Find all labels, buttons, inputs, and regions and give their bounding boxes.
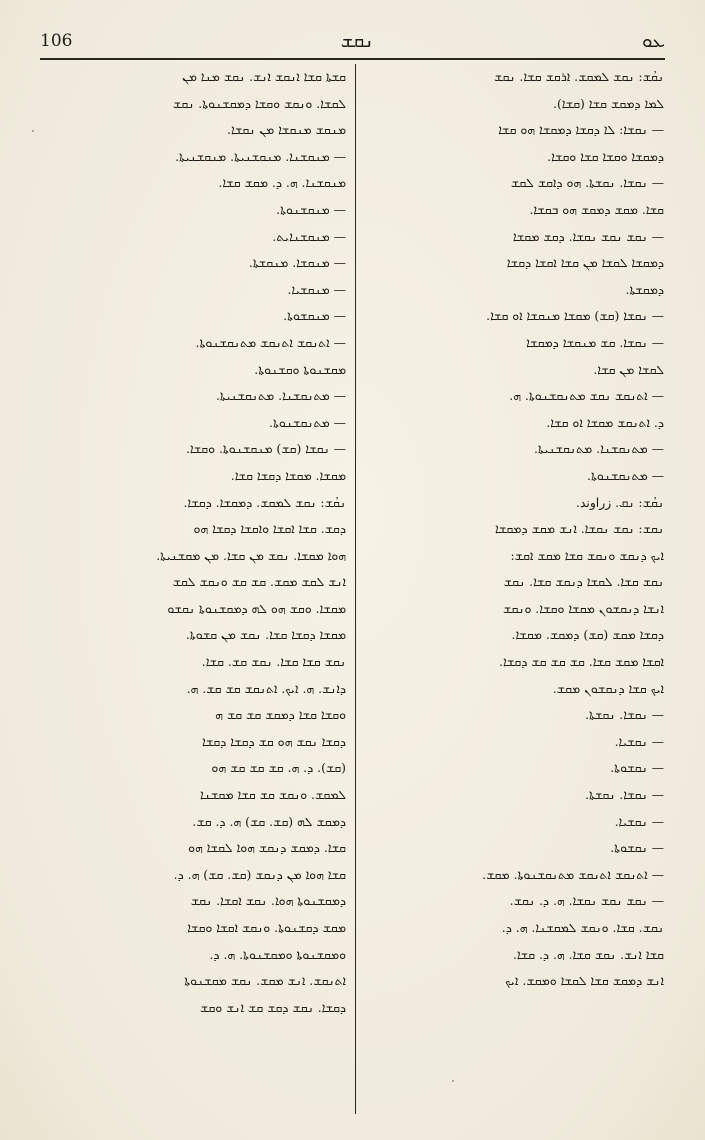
entry-line: ܐܝܟ ܕܢܩܫ ܘܢܩܫ ܩܫܐ ܡܩܫ ܐܩܫ: [510,547,664,563]
entry-line: ܢܩܫ. ܩܫܐ. ܘܢܩܫ ܠܡܩܫܢܐ. ܗ. ܕ. [501,920,664,935]
page-number: 106 [40,31,73,51]
entry-line: ܢܩܳܫ: ܢܩܫ ܠܡܩܫ. ܕܡܩܫܐ. ܕܩܫܐ. [183,494,346,510]
entry-line: ܠܡܩܫ. ܘܢܩܫ ܩܫ ܩܫܐ ܡܩܫܢܐ [200,787,346,803]
entry-line: ܢܩܫ: ܢܩܫ ܢܩܫܐ. ܐܢܫ ܡܩܫ ܕܡܩܫܐ [494,521,664,537]
entry-line: — ܐܬܢܩܫ ܐܬܢܩܫ ܡܬܢܩܫܢܘܬܐ. ܡܩܫ. [482,866,664,882]
entry-line: ܩܫܐ ܗܘܐ ܡܢ ܕܢܩܫ (ܩܫ. ܩܫ) ܗ. ܕ. [173,866,346,882]
entry-line: ܕܩܫܐ ܡܩܫ (ܩܫ) ܕܡܩܫ. ܡܩܫܐ. [511,627,664,643]
entry-line: ܕܩܫܐ ܢܩܫ ܗܘ ܩܫ ܕܩܫܐ ܕܩܫܐ [201,733,346,749]
entry-line: — ܢܩܫܐ. ܢܩܫܬܐ. [585,787,664,803]
section-mark: ܥܘ [642,30,665,52]
entry-line: — ܢܩܫܐ. ܢܩܫܬܐ. ܗܘ ܕܐܩܫ ܠܩܫ [510,175,664,191]
entry-line: ܢܩܳܫ: ܢܩܫ ܠܡܩܫ. ܐܪܩܫ ܩܫܐ. ܢܩܫ [494,69,664,84]
entry-line: — ܢܩܫܐ. ܢܩܫܬܐ. [585,707,664,723]
entry-line: — ܡܬܢܩܫܢܐ. ܡܬܢܩܫܢܝܬܐ. [533,441,664,457]
entry-line: ܐܝܟ ܩܫܐ ܕܢܩܫܘܢ ܡܩܫ. [552,680,664,696]
column-separator [355,64,356,1114]
entry-line: ܡܩܫܐ. ܡܩܫܐ ܕܩܫܐ ܩܫܐ. [230,467,346,483]
entry-line: ܢܩܳܫ: ܢܩ. زراوند. [575,494,664,510]
entry-line: — ܢܩܫܝܐ. [614,813,664,829]
entry-line: — ܢܩܫܘܬܐ. [610,760,664,776]
entry-line: ܗܘܐ ܡܩܫܐ. ܢܩܫ ܡܢ ܩܫܐ. ܡܢ ܡܩܫܢܝܬܐ. [156,547,346,563]
entry-line: — ܐܬܢܩܫ ܐܬܢܩܫ ܡܬܢܩܫܢܘܬܐ. [195,334,346,350]
entry-line: ܕܐܢܫ. ܗ. ܐܝܟ. ܐܬܢܩܫ ܩܫ ܩܫ. ܗ. [186,680,346,696]
entry-line: ܩܫܐ ܐܢܫ. ܢܩܫ ܩܫܐ. ܗ. ܕ. ܩܫܐ. [512,946,664,962]
right-column [366,64,664,1114]
entry-line: — ܡܬܢܩܫܢܐ. ܡܬܢܩܫܢܝܬܐ. [215,388,346,404]
entry-line: ܐܬܢܩܫ. ܐܢܫ ܡܩܫ. ܢܩܫ ܡܩܫܢܘܬܐ [184,973,346,989]
entry-line: ܕܡܩܫܐ ܘܩܫܐ ܩܫܐ ܘܩܫܐ. [547,148,664,164]
running-head: ܢܩܫ [340,30,374,52]
entry-line: (ܩܫ). ܕ. ܗ. ܩܫ ܩܫ ܩܫ ܗܘ [211,760,346,776]
page-header [40,28,665,54]
entry-line: — ܡܢܩܫܘܬܐ. [283,308,346,324]
header-rule [40,58,665,60]
entry-line: — ܢܩܫܝܐ. [614,733,664,749]
entry-line: ܠܩܫܐ ܡܢ ܩܫܐ. [593,361,664,377]
entry-line: ܩܫܬܐ ܩܫܐ ܐܢܩܫ ܐܢܫ. ܢܩܫ ܡܢܐ ܡܢ [182,69,346,84]
entry-line: — ܡܢܩܫܢܘܬܐ. [276,201,346,217]
entry-line: ܕܡܩܫܢܘܬܐ ܗܘܐ. ܢܩܫ ܐܩܫܐ. ܢܩܫ [190,893,346,909]
entry-line: ܕܡܩܫܐ ܠܩܫܐ ܡܢ ܩܫܐ ܐܩܫܐ ܕܩܫܐ [506,255,664,271]
entry-line: ܐܢܫ ܕܡܩܫ ܩܫܐ ܠܩܫܐ ܘܡܩܫ. ܐܝܟ [505,973,664,989]
entry-line: ܡܩܫܐ. ܘܩܫ ܗܘ ܠܗ ܕܡܩܫܢܘܬܐ ܢܩܫܘ [167,600,346,616]
paper-speck [32,130,34,132]
entry-line: ܡܩܫܐ ܕܩܫܐ ܩܫܐ. ܢܩܫ ܡܢ ܩܫܘܬܐ. [185,627,346,643]
entry-line: ܕܩܫܐ. ܢܩܫ ܕܩܫ ܩܫ ܐܢܫ ܘܩܫ [200,999,346,1015]
entry-line: ܐܩܫܐ ܡܩܫ ܩܫܐ. ܩܫ ܩܫ ܩܫ ܕܩܫܐ. [499,654,664,670]
entry-line: — ܢܩܫܐ. ܩܫ ܡܢܩܫܐ ܕܡܩܫܐ [526,334,664,350]
entry-line: — ܡܢܩܫܢܐܝܬ. [272,228,346,244]
entry-line: ܕ. ܐܬܢܩܫ ܡܩܫܐ ܐܘ ܩܫܐ. [546,414,664,430]
entry-line: — ܡܢܩܫܐ. ܡܢܩܫܬܐ. [248,255,346,271]
entry-line: ܕܡܩܫܬܐ. [625,281,664,297]
entry-line: — ܢܩܫܐ (ܩܫ) ܡܩܫܐ ܡܢܩܫܐ ܐܘ ܩܫܐ. [486,308,664,324]
entry-line: — ܡܢܩܫܝܐ. [287,281,346,297]
entry-line: ܐܢܫܐ ܕܢܩܫܘܢ ܡܩܫܐ ܘܩܫܐ. ܘܢܩܫ [503,600,664,616]
entry-line: ܩܫܐ. ܡܩܫ ܕܡܩܫ ܗܘ ܒܩܫܐ. [529,201,664,217]
entry-line: ܠܩܫܐ. ܘܢܩܫ ܘܩܫܐ ܕܡܩܫܢܘܬܐ. ܢܩܫ [172,95,346,111]
entry-line: ܠܡܐ ܕܡܩܫ ܩܫܐ (ܩܫܐ). [553,95,664,111]
entry-line: ܐܢܫ ܠܩܫ ܡܩܫ. ܩܫ ܩܫ ܘܢܩܫ ܠܩܫ [172,574,346,590]
entry-line: — ܢܩܫܘܬܐ. [610,840,664,856]
entry-line: ܢܩܫ ܩܫܐ ܩܫܐ. ܢܩܫ ܩܫ. ܩܫܐ. [201,654,346,670]
entry-line: ܘܩܫܐ ܩܫܐ ܕܡܩܫ ܩܫ ܩܫ ܗ [215,707,346,723]
entry-line: — ܡܬܢܩܫܢܘܬܐ. [587,467,664,483]
entry-line: ܢܩܫ ܩܫܐ. ܠܩܫܐ ܕܢܩܫ ܩܫܐ. ܢܩܫ [503,574,664,590]
entry-line: — ܢܩܫܐ (ܩܫ) ܡܢܩܫܢܘܬܐ. ܘܩܫܐ. [185,441,346,457]
entry-line: ܕܡܩܫ ܠܗ (ܩܫ. ܩܫ) ܗ. ܕ. ܩܫ. [192,813,346,829]
entry-line: ܕܩܫ. ܩܫܐ ܐܩܫܐ ܘܐܩܫܐ ܕܩܫܐ ܗܘ [193,521,346,537]
left-column [48,64,346,1114]
entry-line: — ܐܬܢܩܫ ܢܩܫ ܡܬܢܩܫܢܘܬܐ. ܗ. [509,388,664,404]
entry-line: ܡܩܫܢܘܬܐ ܘܩܫܢܘܬܐ. [254,361,346,377]
entry-line: ܘܡܩܫܢܘܬܐ ܘܡܩܫܢܘܬܐ. ܗ. ܕ. [209,946,346,962]
entry-line: — ܢܩܫܐ: ܠܐ ܕܩܫܐ ܕܡܩܫܐ ܗܘ ܩܫܐ [498,122,664,138]
entry-line: — ܢܩܫ ܢܩܫ ܢܩܫܐ. ܗ. ܕ. ܢܩܫ. [509,893,664,909]
entry-line: ܩܫܐ. ܕܡܩܫ ܕܢܩܫ ܗܘܐ ܠܩܫܐ ܗܘ [188,840,346,856]
paper-speck [452,1080,454,1082]
entry-line: ܡܢܩܫܢܐ. ܗ. ܕ. ܡܩܫ ܩܫܐ. [218,175,346,191]
entry-line: ܡܩܫ ܕܩܫܢܘܬܐ. ܘܢܩܫ ܐܩܫܐ ܘܩܫܐ [187,920,346,935]
entry-line: — ܡܬܢܩܫܢܘܬܐ. [269,414,346,430]
entry-line: ܡܢܩܫ ܡܢܩܫܐ ܡܢ ܢܩܫܐ. [227,122,346,138]
entry-line: — ܢܩܫ ܢܩܫ ܢܩܫܐ. ܕܩܫ ܡܩܫܐ [512,228,664,244]
entry-line: — ܡܢܩܫܢܐ. ܡܢܩܫܢܝܬܐ. ܡܢܩܫܢܝܬܐ. [175,148,346,164]
